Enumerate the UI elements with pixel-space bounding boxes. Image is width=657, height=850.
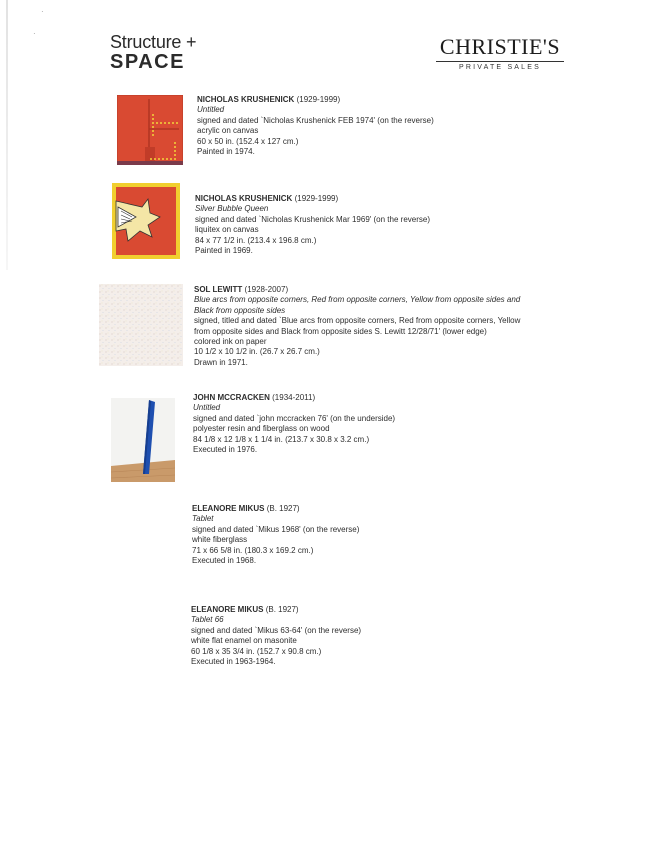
inscription: signed and dated `john mccracken 76' (on the underside) [193,413,396,423]
inscription-line-2: from opposite sides and Black from opposite sides S. Lewitt 12/28/71' (lower edge) [194,326,487,336]
lot-2-heading [195,194,430,204]
artist-name: ELEANORE MIKUS [192,504,265,513]
artwork-title-line-2: Black from opposite sides [194,305,286,315]
artwork-title: Tablet [192,514,214,524]
logo-line-1: Structure + [110,32,197,52]
lot-4-image [111,398,175,482]
artist-name: SOL LEWITT [194,285,243,294]
scan-edge-shadow [6,0,8,270]
christies-brand: CHRISTIE'S [439,34,561,59]
date-note: Drawn in 1971. [194,357,248,367]
artist-name: ELEANORE MIKUS [191,605,264,614]
inscription-line-1: signed, titled and dated `Blue arcs from opposite corners, Red from opposite corners, Yellow [194,316,521,326]
lot-3-heading [194,285,520,295]
lot-3-image [99,284,183,366]
logo-rule [436,61,564,62]
artist-dates: (1934-2011) [272,393,316,402]
lot-4 [193,393,395,455]
scan-mark: · [33,29,36,38]
logo-line-2: SPACE [110,51,185,73]
inscription: signed and dated `Nicholas Krushenick Mar 1969' (on the reverse) [195,214,430,224]
artwork-title: Untitled [193,403,221,413]
lot-1 [197,95,434,157]
lot-2-image [112,183,180,259]
date-note: Painted in 1969. [195,246,253,256]
date-note: Painted in 1974. [197,147,255,157]
lot-6 [191,605,361,667]
artist-dates: (1929-1999) [296,95,341,104]
christies-logo [428,36,572,71]
lot-1-image [117,95,183,165]
lot-1-heading [197,95,434,105]
artwork-title: Untitled [197,105,225,115]
date-note: Executed in 1976. [193,445,258,455]
lot-4-heading [193,393,395,403]
lot-3 [194,285,520,368]
lot-5-heading [192,504,359,514]
lot-2 [195,194,430,256]
inscription: signed and dated `Mikus 63-64' (on the reverse) [191,625,362,635]
artist-dates: (1928-2007) [244,285,289,294]
lot-5 [192,504,359,566]
medium: white flat enamel on masonite [191,636,297,646]
scan-mark: · [41,7,44,16]
dimensions: 60 x 50 in. (152.4 x 127 cm.) [197,136,299,146]
christies-subtitle: PRIVATE SALES [458,64,542,71]
medium: acrylic on canvas [197,126,259,136]
artist-name: NICHOLAS KRUSHENICK [195,194,293,203]
date-note: Executed in 1968. [192,556,257,566]
medium: colored ink on paper [194,337,267,347]
artist-name: NICHOLAS KRUSHENICK [197,95,295,104]
dimensions: 84 x 77 1/2 in. (213.4 x 196.8 cm.) [195,235,317,245]
dimensions: 10 1/2 x 10 1/2 in. (26.7 x 26.7 cm.) [194,347,320,357]
artist-name: JOHN MCCRACKEN [193,393,270,402]
medium: white fiberglass [192,535,248,545]
dimensions: 60 1/8 x 35 3/4 in. (152.7 x 90.8 cm.) [191,646,322,656]
medium: polyester resin and fiberglass on wood [193,424,330,434]
artwork-title: Silver Bubble Queen [195,204,269,214]
inscription: signed and dated `Mikus 1968' (on the reverse) [192,524,360,534]
artist-dates: (B. 1927) [266,504,300,513]
artwork-title-line-1: Blue arcs from opposite corners, Red from opposite corners, Yellow from opposite sides and [194,295,521,305]
artist-dates: (1929-1999) [294,194,339,203]
lot-6-heading [191,605,361,615]
inscription: signed and dated `Nicholas Krushenick FEB 1974' (on the reverse) [197,115,434,125]
dimensions: 84 1/8 x 12 1/8 x 1 1/4 in. (213.7 x 30.8 x 3.2 cm.) [193,434,370,444]
artwork-title: Tablet 66 [191,615,224,625]
medium: liquitex on canvas [195,225,259,235]
date-note: Executed in 1963-1964. [191,657,276,667]
artist-dates: (B. 1927) [265,605,299,614]
structure-space-logo [110,33,196,73]
dimensions: 71 x 66 5/8 in. (180.3 x 169.2 cm.) [192,545,314,555]
